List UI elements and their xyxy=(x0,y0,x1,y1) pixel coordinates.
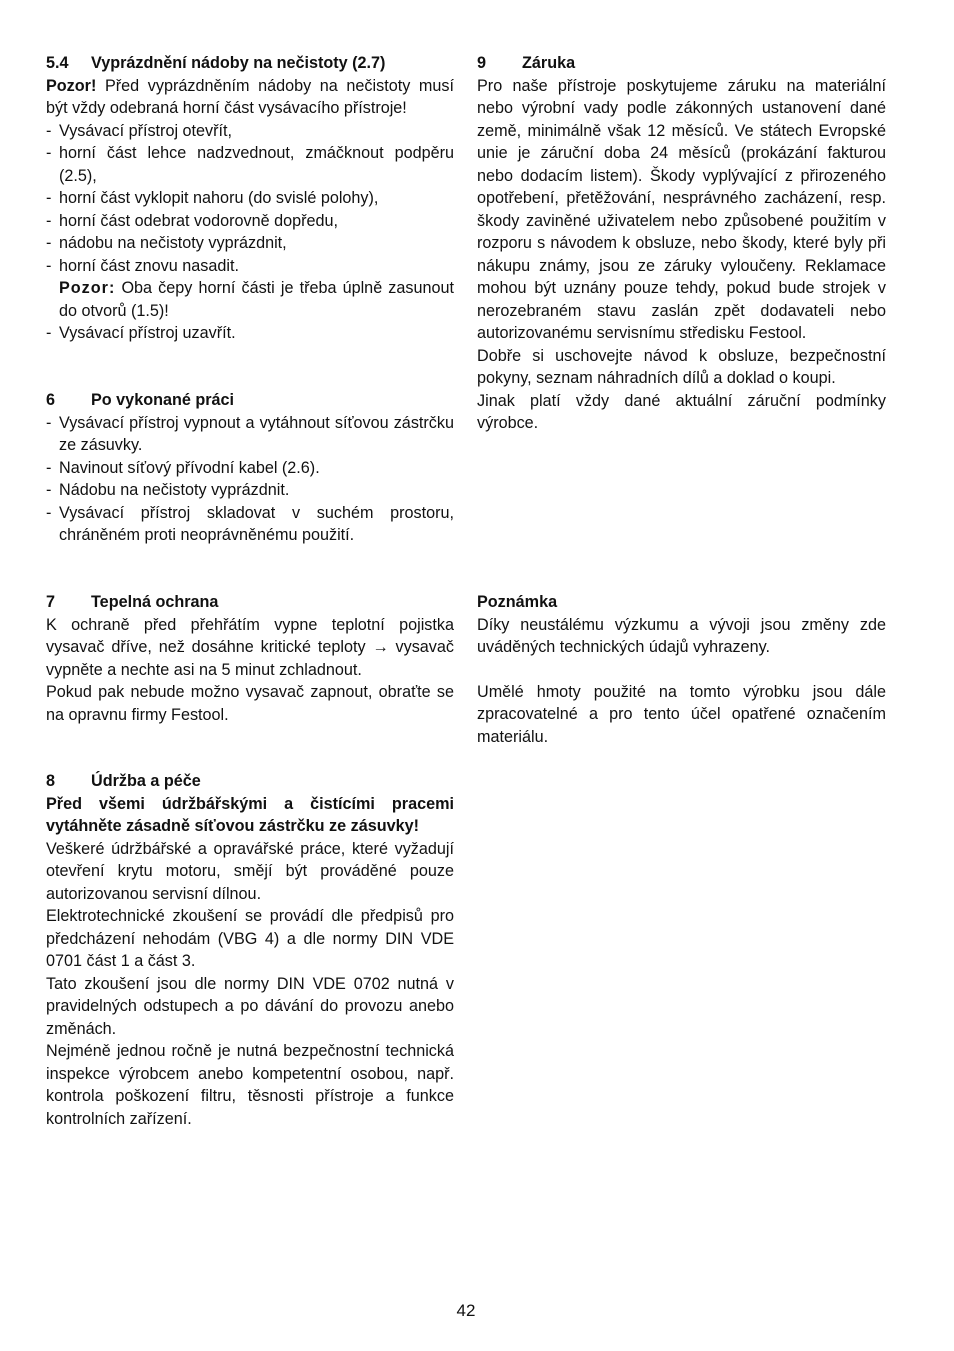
section-heading xyxy=(46,52,454,75)
paragraph: Pokud pak nebude možno vysavač zapnout, obraťte se na opravnu firmy Festool. xyxy=(46,683,454,724)
paragraph: Nejméně jednou ročně je nutná bezpečnostní technická inspekce výrobcem anebo kompetentní osobou, např. kontrola poškození filtru, těsnosti přístroje a funkce kontrolních zařízení. xyxy=(46,1042,454,1128)
warning-text: Před vyprázdněním nádoby na nečistoty musí být vždy odebraná horní část vysávacího přístroje! xyxy=(46,76,454,117)
section-6 xyxy=(46,389,454,547)
section-heading xyxy=(46,591,454,614)
section-heading xyxy=(46,389,454,412)
warning-label: Pozor! xyxy=(46,76,97,95)
list-item: - horní část lehce nadzvednout, zmáčknout podpěru (2.5), xyxy=(46,144,454,185)
list-item: - Vysávací přístroj otevřít, xyxy=(46,121,233,140)
paragraph: Dobře si uschovejte návod k obsluze, bezpečnostní pokyny, seznam náhradních dílů a doklad o koupi. xyxy=(477,346,886,387)
section-title: Poznámka xyxy=(477,593,558,611)
section-title: Vyprázdnění nádoby na nečistoty (2.7) xyxy=(91,54,386,72)
list-item: - Nádobu na nečistoty vyprázdnit. xyxy=(46,481,290,499)
list-item: - Vysávací přístroj skladovat v suchém prostoru, chráněném proti neoprávněnému použití. xyxy=(46,503,454,544)
section-number: 5.4 xyxy=(46,54,69,72)
warning-paragraph xyxy=(46,75,454,120)
section-heading xyxy=(477,52,886,75)
caution-note xyxy=(46,277,454,322)
list-item: - nádobu na nečistoty vyprázdnit, xyxy=(46,234,287,252)
section-title: Tepelná ochrana xyxy=(91,593,219,611)
section-title: Záruka xyxy=(522,54,576,72)
section-title: Údržba a péče xyxy=(91,772,201,790)
section-number: 8 xyxy=(46,772,56,790)
paragraph: Jinak platí vždy dané aktuální záruční podmínky výrobce. xyxy=(477,391,886,432)
section-7 xyxy=(46,591,454,726)
section-5-4 xyxy=(46,52,454,345)
list-item: - Vysávací přístroj uzavřít. xyxy=(46,324,236,342)
section-heading xyxy=(46,770,454,793)
section-title: Po vykonané práci xyxy=(91,391,235,409)
list-item: - horní část odebrat vodorovně dopředu, xyxy=(46,211,338,230)
list-item: - Vysávací přístroj vypnout a vytáhnout síťovou zástrčku ze zásuvky. xyxy=(46,413,454,454)
paragraph: Umělé hmoty použité na tomto výrobku jsou dále zpracovatelné a pro tento účel opatřené označením materiálu. xyxy=(477,682,886,746)
page-number: 42 xyxy=(456,1301,476,1320)
paragraph: Elektrotechnické zkoušení se provádí dle předpisů pro předcházení nehodám (VBG 4) a dle normy DIN VDE 0701 část 1 a část 3. xyxy=(46,907,454,970)
paragraph: K ochraně před přehřátím vypne teplotní pojistka vysavač dříve, než dosáhne kritické teploty → vysavač vypněte a nechte asi na 5 minut zchladnout. xyxy=(46,615,454,679)
section-9 xyxy=(477,52,886,435)
caution-text: Oba čepy horní části je třeba úplně zasunout do otvorů (1.5)! xyxy=(59,279,454,320)
list-item: - Navinout síťový přívodní kabel (2.6). xyxy=(46,458,320,477)
section-note xyxy=(477,591,886,748)
arrow-right-icon: → xyxy=(372,638,389,656)
section-number: 7 xyxy=(46,593,56,611)
section-8 xyxy=(46,770,454,1130)
paragraph: Veškeré údržbářské a opravářské práce, které vyžadují otevření krytu motoru, smějí být prováděné pouze autorizovanou servisní dílnou. xyxy=(46,839,454,903)
section-number: 6 xyxy=(46,391,56,409)
safety-warning: Před všemi údržbářskými a čistícími pracemi vytáhněte zásadně síťovou zástrčku ze zásuvky! xyxy=(46,794,454,835)
list-item: - horní část vyklopit nahoru (do svislé polohy), xyxy=(46,189,379,207)
paragraph: Tato zkoušení jsou dle normy DIN VDE 0702 nutná v pravidelných odstupech a po dávání do provozu anebo změnách. xyxy=(46,974,454,1038)
caution-label: Pozor: xyxy=(59,279,116,297)
list-item: - horní část znovu nasadit. xyxy=(46,256,239,275)
section-number: 9 xyxy=(477,54,487,72)
paragraph: Pro naše přístroje poskytujeme záruku na materiální nebo výrobní vady podle zákonných ustanovení dané země, minimálně však 12 měsíců. Ve státech Evropské unie je záruční doba 24 měsíců (prokázání fakturou nebo dodacím listem). Škody vyplývající z přirozeného opotřebení, přetěžování, nesprávného zacházení, resp. škody zaviněné uživatelem nebo způsobené použitím v rozporu s návodem k obsluze, nebo škody, které byly při nákupu známy, jsou ze záruky vyloučeny. Reklamace mohou být uznány pouze tehdy, pokud bude strojek v nerozebraném stavu zaslán zpět dodavateli nebo autorizovanému servisnímu středisku Festool. xyxy=(477,76,886,342)
paragraph: Díky neustálému výzkumu a vývoji jsou změny zde uváděných technických údajů vyhrazeny. xyxy=(477,615,886,656)
